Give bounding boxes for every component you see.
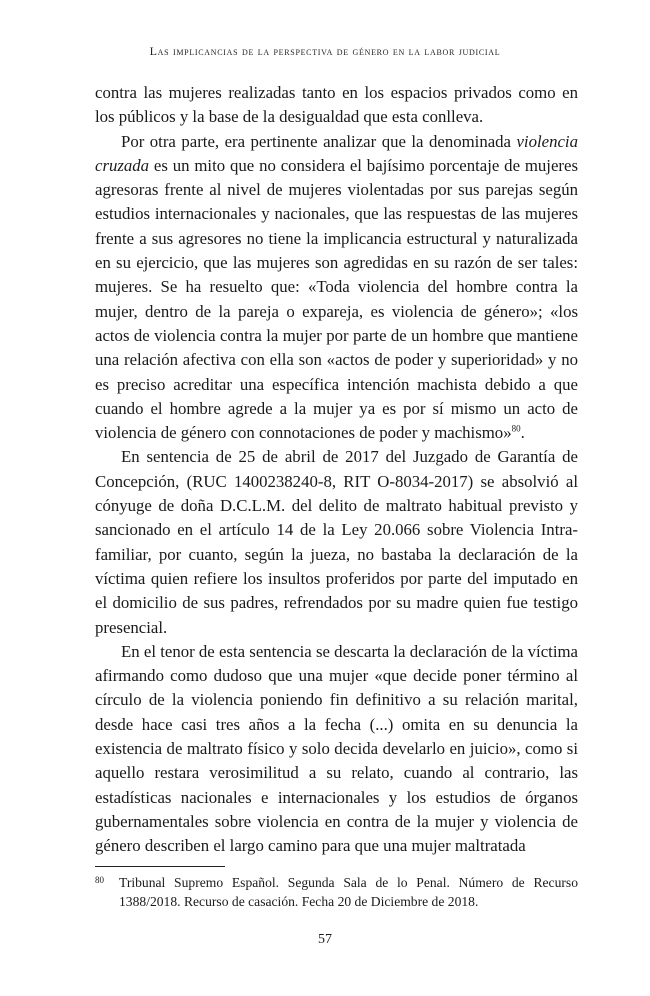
paragraph-2-end: . [520,423,525,443]
page-number: 57 [318,932,332,947]
body-text [95,81,578,859]
footnote [95,873,578,911]
paragraph-2 [95,130,578,446]
footnote-text: Tribunal Supremo Español. Segunda Sala de lo Penal. Número de Recurso 1388/2018. Recurso de casación. Fecha 20 de Diciembre de 2018. [119,875,578,909]
running-head: Las implicancias de la perspectiva de género en la labor judicial [149,44,501,58]
paragraph-4: En el tenor de esta sentencia se descarta la declaración de la víctima afirmando como dudoso que una mujer «que decide poner término al círculo de la violencia poniendo fin definitivo a su relación marital, desde hace casi tres años a la fecha (...) omita en su denuncia la existencia de maltrato físico y solo decida develarlo en juicio», como si aquello restara verosimilitud a su relato, cuando al contrario, las estadísticas nacionales e internacionales y los estudios de órganos gubernamentales sobre violencia en contra de la mujer y violencia de género describen el largo camino para que una mujer maltratada [95,641,578,856]
footnote-divider [95,866,225,867]
paragraph-2-lead: Por otra parte, era pertinente analizar que la denominada [121,131,517,151]
paragraph-2-italic-term: violencia cruzada [95,131,578,175]
footnote-number: 80 [95,875,104,885]
paragraph-3: En sentencia de 25 de abril de 2017 del Juzgado de Garantía de Concepción, (RUC 1400238240-8, RIT O-8034-2017) se absolvió al cónyuge de doña D.C.L.M. del delito de maltrato habitual previsto y sancionado en el artículo 14 de la Ley 20.066 sobre Violencia Intrafamiliar, por cuanto, según la jueza, no bastaba la declaración de la víctima quien refiere los insultos proferidos por parte del imputado en el domicilio de sus padres, refrendados por su madre quien fue testigo presencial. [95,447,578,637]
paragraph-2-body: es un mito que no considera el bajísimo porcentaje de mujeres agresoras frente al nivel de mujeres violentadas por sus parejas según estudios internacionales y nacionales, que las respuestas de las mujeres frente a sus agresores no tiene la implicancia estructural y naturalizada en su ejercicio, que las mujeres son agredidas en su razón de ser tales: mujeres. Se ha resuelto que: «Toda violencia del hombre contra la mujer, dentro de la pareja o expareja, es violencia de género»; «los actos de violencia contra la mujer por parte de un hombre que mantiene una relación afectiva con ella son «actos de poder y superioridad» y no es preciso acreditar una específica intención machista debido a que cuando el hombre agrede a la mujer ya es por sí mismo un acto de violencia de género con connotaciones de poder y machismo» [95,155,578,443]
paragraph-1: contra las mujeres realizadas tanto en los espacios privados como en los públicos y la base de la desigualdad que esta conlleva. [95,83,578,127]
footnote-reference: 80 [511,423,521,434]
